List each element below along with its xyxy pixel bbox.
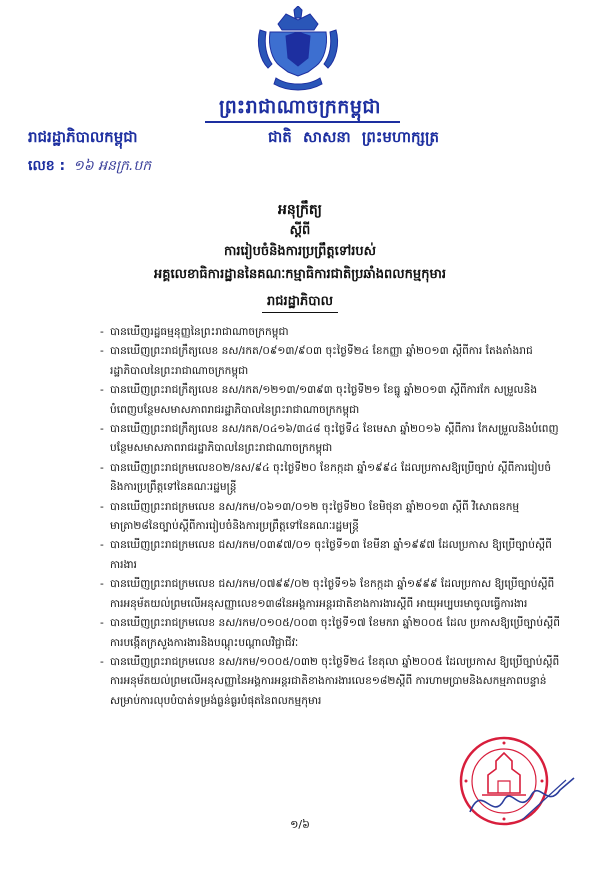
recital-item: - បានឃើញព្រះរាជក្រឹត្យលេខ នស/រកត/០៤១៦/៣៤៨ ចុះថ្ងៃទី៤ ខែមេសា ឆ្នាំ២០១៦ ស្ដីពីការ កែសម្រួលនិងបំពេញបន្ថែមសមាសភាពរាជរដ្ឋាភិបាលនៃព្រះរាជាណាចក្រកម្ពុជា — [100, 420, 560, 459]
reference-number: ១៦ អនក្រ.បក — [73, 158, 152, 174]
recital-item: - បានឃើញព្រះរាជក្រមលេខ នស/រកម/០៦១៣/០១២ ចុះថ្ងៃទី២០ ខែមិថុនា ឆ្នាំ២០១៣ ស្ដីពី វិសោធនកម្មមាត្រា២៨នៃច្បាប់ស្ដីពីការរៀបចំនិងការប្រព្រឹត្តទៅនៃគណៈរដ្ឋមន្ត្រី — [100, 498, 560, 537]
title-line-2: អគ្គលេខាធិការដ្ឋាននៃគណៈកម្មាធិការជាតិប្រឆាំងពលកម្មកុមារ — [154, 267, 446, 282]
issuer: រាជរដ្ឋាភិបាល — [266, 294, 333, 309]
reference-label: លេខ : — [28, 158, 66, 174]
title-about: ស្ដីពី — [289, 223, 311, 238]
page-number: ១/៦ — [290, 818, 310, 831]
document-type: អនុក្រឹត្យ — [278, 202, 322, 218]
recital-item: - បានឃើញព្រះរាជក្រមលេខ នស/រកម/១០០៥/០៣២ ចុះថ្ងៃទី២៤ ខែតុលា ឆ្នាំ២០០៥ ដែលប្រកាស ឱ្យប្រើច្បាប់ស្ដីពីការអនុម័តយល់ព្រមលើអនុសញ្ញានៃអង្គការអន្តរជាតិខាងការងារលេខ១៨២ស្ដីពី ការហាមប្រាមនិងសកម្មភាពបន្ទាន់សម្រាប់ការលុបបំបាត់ទម្រង់ធ្ងន់ធ្ងរបំផុតនៃពលកម្មកុមារ — [100, 653, 560, 711]
kingdom-heading: ព្រះរាជាណាចក្រកម្ពុជា — [219, 96, 381, 118]
recital-item: - បានឃើញព្រះរាជក្រមលេខ នស/រកម/០១០៥/០០៣ ចុះថ្ងៃទី១៧ ខែមករា ឆ្នាំ២០០៥ ដែល ប្រកាសឱ្យប្រើច្បាប់ស្ដីពីការបង្កើតក្រសួងការងារនិងបណ្ដុះបណ្ដាលវិជ្ជាជីវៈ — [100, 614, 560, 653]
title-line-1: ការរៀបចំនិងការប្រព្រឹត្តទៅរបស់ — [224, 244, 376, 259]
heading-underline — [205, 121, 400, 123]
recital-item: - បានឃើញព្រះរាជក្រឹត្យលេខ នស/រកត/១២១៣/១៣៩៣ ចុះថ្ងៃទី២១ ខែធ្នូ ឆ្នាំ២០១៣ ស្ដីពីការកែ សម្រួលនិងបំពេញបន្ថែមសមាសភាពរាជរដ្ឋាភិបាលនៃព្រះរាជាណាចក្រកម្ពុជា — [100, 381, 560, 420]
reference-line — [28, 156, 151, 177]
recital-item: - បានឃើញរដ្ឋធម្មនុញ្ញនៃព្រះរាជាណាចក្រកម្ពុជា — [100, 323, 560, 342]
government-label: រាជរដ្ឋាភិបាលកម្ពុជា — [28, 128, 138, 146]
royal-coat-of-arms-icon — [248, 6, 348, 92]
recitals-list — [100, 323, 560, 711]
issuer-underline — [262, 312, 338, 313]
recital-item: - បានឃើញព្រះរាជក្រឹត្យលេខ នស/រកត/០៩១៣/៩០៣ ចុះថ្ងៃទី២៤ ខែកញ្ញា ឆ្នាំ២០១៣ ស្ដីពីការ តែងតាំងរាជរដ្ឋាភិបាលនៃព្រះរាជាណាចក្រកម្ពុជា — [100, 342, 560, 381]
recital-item: - បានឃើញព្រះរាជក្រមលេខ០២/នស/៩៤ ចុះថ្ងៃទី២០ ខែកក្កដា ឆ្នាំ១៩៩៤ ដែលប្រកាសឱ្យប្រើច្បាប់ ស្ដីពីការរៀបចំនិងការប្រព្រឹត្តទៅនៃគណៈរដ្ឋមន្ត្រី — [100, 459, 560, 498]
national-motto: ជាតិ សាសនា ព្រះមហាក្សត្រ — [268, 128, 439, 146]
recital-item: - បានឃើញព្រះរាជក្រមលេខ ជស/រកម/០៣៩៧/០១ ចុះថ្ងៃទី១៣ ខែមីនា ឆ្នាំ១៩៩៧ ដែលប្រកាស ឱ្យប្រើច្បាប់ស្ដីពីការងារ — [100, 536, 560, 575]
recital-item: - បានឃើញព្រះរាជក្រមលេខ ជស/រកម/០៧៩៩/០២ ចុះថ្ងៃទី១៦ ខែកក្កដា ឆ្នាំ១៩៩៩ ដែលប្រកាស ឱ្យប្រើច្បាប់ស្ដីពីការអនុម័តយល់ព្រមលើអនុសញ្ញាលេខ១៣៨នៃអង្គការអន្តរជាតិខាងការងារស្ដីពី អាយុអប្បបរមាចូលធ្វើការងារ — [100, 575, 560, 614]
